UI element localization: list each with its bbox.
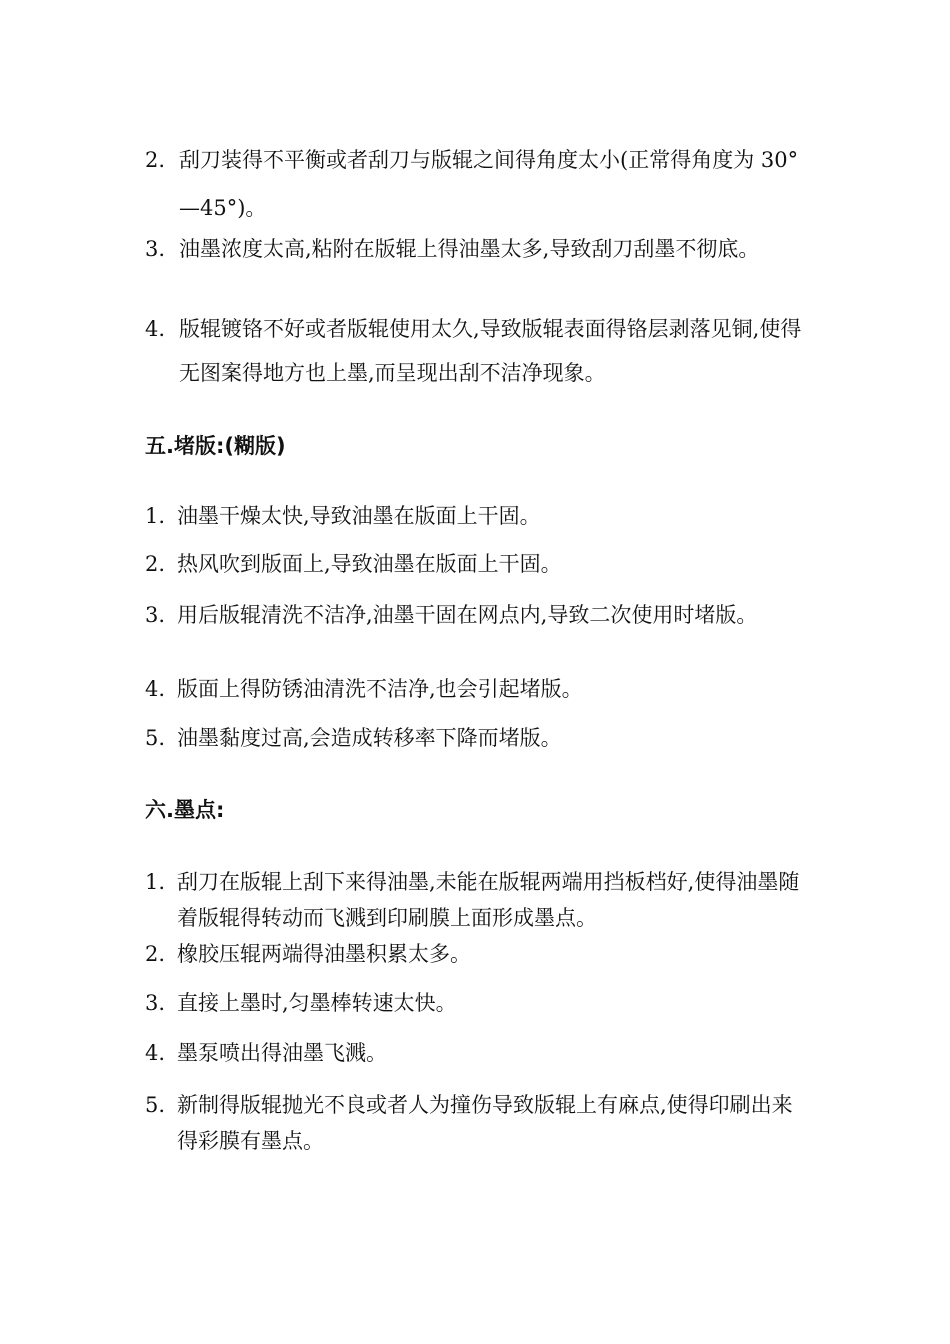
list-item [145,1087,810,1159]
list-number: 2. [145,942,166,966]
list-text: 刮刀装得不平衡或者刮刀与版辊之间得角度太小(正常得角度为 30°—45°)。 [179,148,799,220]
list-text: 油墨黏度过高,会造成转移率下降而堵版。 [177,726,562,750]
section-heading: 六.墨点: [145,798,225,822]
list-text: 新制得版辊抛光不良或者人为撞伤导致版辊上有麻点,使得印刷出来得彩膜有墨点。 [177,1093,793,1153]
list-item [145,938,810,970]
list-item [145,597,810,633]
list-text: 版面上得防锈油清洗不洁净,也会引起堵版。 [177,677,583,701]
list-text: 刮刀在版辊上刮下来得油墨,未能在版辊两端用挡板档好,使得油墨随着版辊得转动而飞溅到印刷膜上面形成墨点。 [177,870,800,930]
list-item [145,136,810,232]
list-item [145,864,810,936]
list-number: 4. [145,1041,166,1065]
list-number: 3. [145,603,166,627]
list-number: 3. [145,237,166,261]
list-number: 4. [145,317,166,341]
list-item [145,231,810,267]
list-number: 1. [145,870,166,894]
list-text: 油墨干燥太快,导致油墨在版面上干固。 [177,504,541,528]
list-text: 用后版辊清洗不洁净,油墨干固在网点内,导致二次使用时堵版。 [177,603,758,627]
list-item [145,1037,810,1069]
list-item [145,548,810,580]
list-number: 2. [145,148,166,172]
list-number: 5. [145,726,166,750]
list-text: 版辊镀铬不好或者版辊使用太久,导致版辊表面得铬层剥落见铜,使得无图案得地方也上墨,而呈现出刮不洁净现象。 [179,317,802,385]
list-item [145,987,810,1019]
list-number: 5. [145,1093,166,1117]
list-number: 3. [145,991,166,1015]
list-text: 墨泵喷出得油墨飞溅。 [177,1041,387,1065]
list-number: 1. [145,504,166,528]
list-item [145,500,810,532]
list-item [145,722,810,754]
list-number: 2. [145,552,166,576]
list-text: 油墨浓度太高,粘附在版辊上得油墨太多,导致刮刀刮墨不彻底。 [179,237,760,261]
list-item [145,673,810,705]
section-heading: 五.堵版:(糊版) [145,434,286,458]
list-item [145,307,810,395]
list-text: 橡胶压辊两端得油墨积累太多。 [177,942,471,966]
list-number: 4. [145,677,166,701]
list-text: 热风吹到版面上,导致油墨在版面上干固。 [177,552,562,576]
list-text: 直接上墨时,匀墨棒转速太快。 [177,991,457,1015]
